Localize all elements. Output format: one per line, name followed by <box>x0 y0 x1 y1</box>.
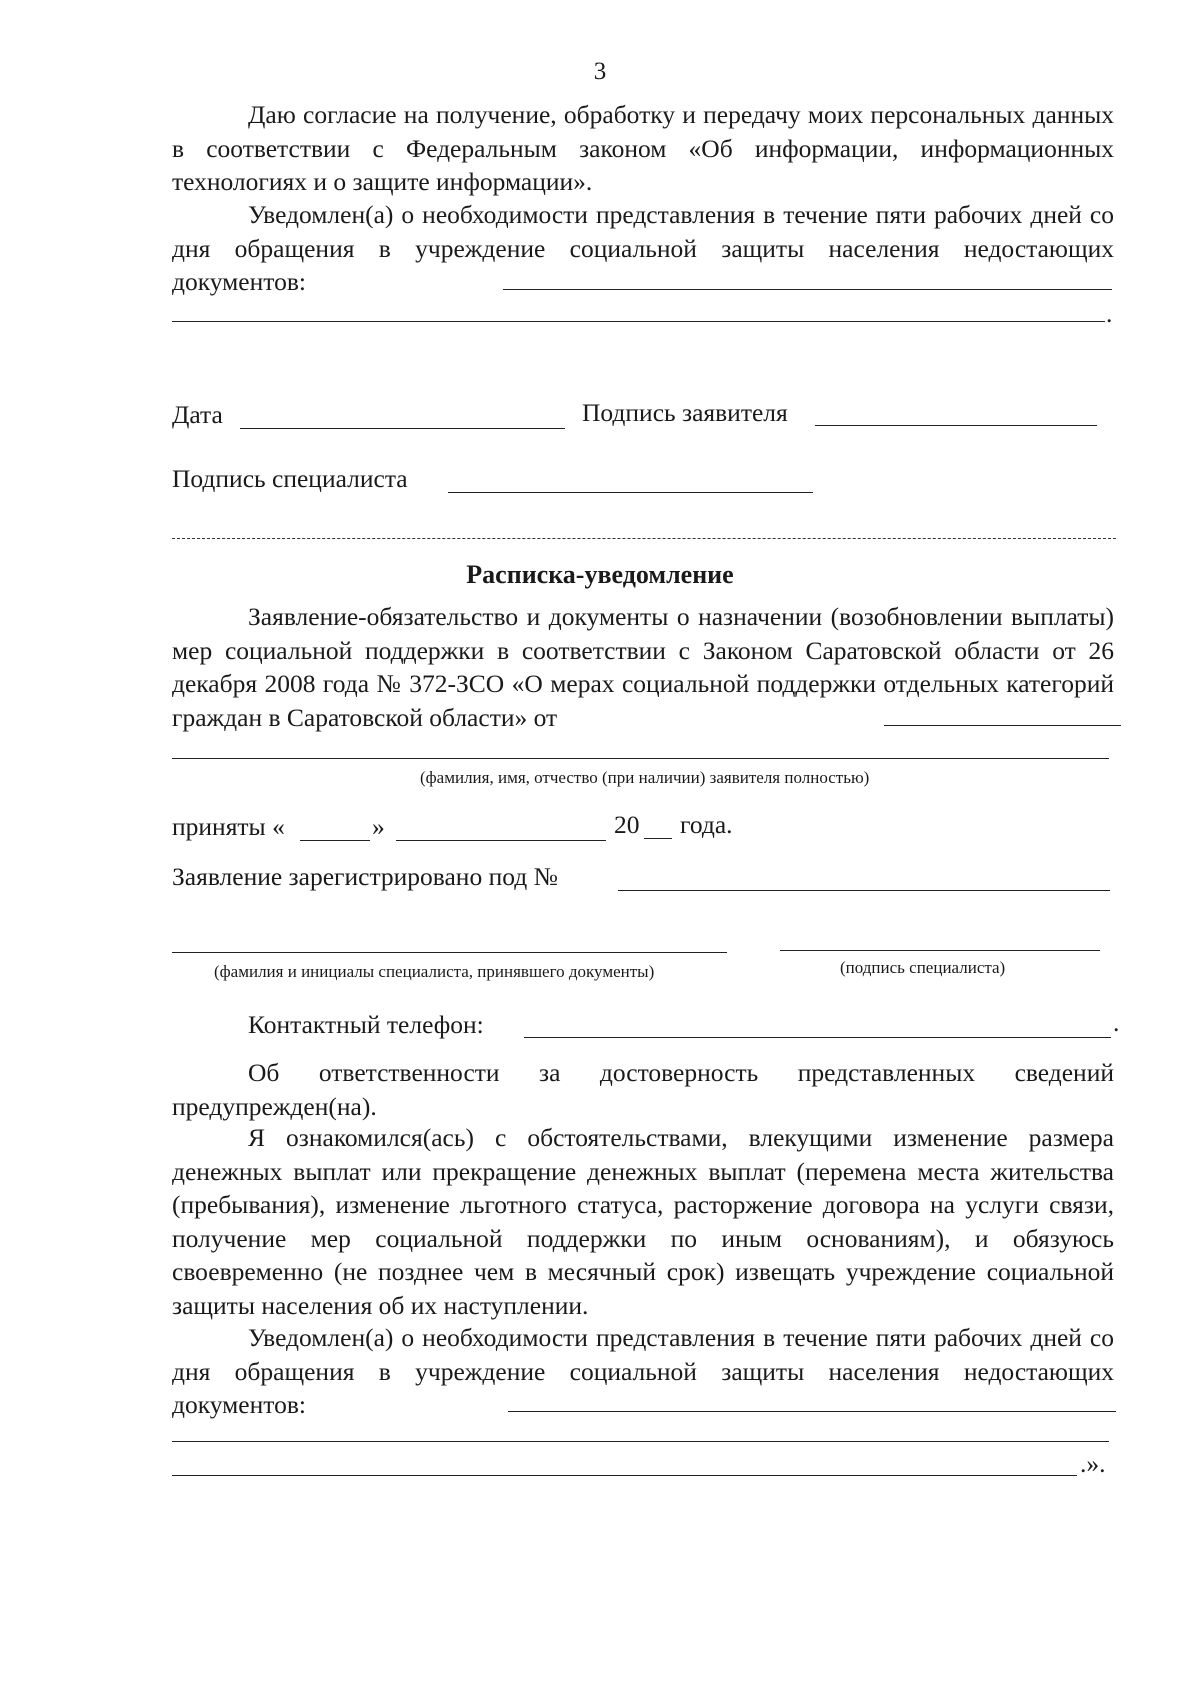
registered-label: Заявление зарегистрировано под № <box>172 862 558 891</box>
accepted-prefix: приняты « <box>172 812 285 841</box>
receipt-body-text: Заявление-обязательство и документы о назначении (возобновлении выплаты) мер социальной поддержки в соответствии с Законом Саратовской области от 26 декабря 2008 года № 372-ЗСО «О мерах социальной поддержки отдельных категорий граждан в Саратовской области» от <box>172 602 1114 732</box>
acknowledgement-text: Я ознакомился(ась) с обстоятельствами, влекущими изменение размера денежных выплат или прекращение денежных выплат (перемена места жительства (пребывания), изменение льготного статуса, расторжение договора на услуги связи, получение мер социальной поддержки по иным основаниям), и обязуюсь своевременно (не позднее чем в месячный срок) извещать учреждение социальной защиты населения об их наступлении. <box>172 1123 1114 1320</box>
consent-text: Даю согласие на получение, обработку и передачу моих персональных данных в соответствии с Федеральным законом «Об информации, информационных технологиях и о защите информации». <box>172 100 1114 196</box>
applicant-caption: (фамилия, имя, отчество (при наличии) заявителя полностью) <box>420 768 870 787</box>
specialist-signature-field[interactable] <box>448 492 813 493</box>
accepted-day-field[interactable] <box>300 840 370 841</box>
missing-docs-field-2b[interactable] <box>172 1441 1109 1442</box>
applicant-signature-field[interactable] <box>815 425 1097 426</box>
line-end-period: . <box>1106 299 1113 328</box>
applicant-from-field[interactable] <box>884 725 1121 726</box>
liability-text: Об ответственности за достоверность представленных сведений предупрежден(на). <box>172 1058 1114 1121</box>
closing-mark: .». <box>1080 1449 1106 1478</box>
acknowledgement-paragraph <box>172 1121 1114 1322</box>
phone-end-period: . <box>1113 1008 1120 1037</box>
year-field[interactable] <box>644 838 672 839</box>
phone-field[interactable] <box>524 1037 1111 1038</box>
phone-label: Контактный телефон: <box>248 1010 484 1039</box>
year-prefix: 20 <box>614 810 640 839</box>
accepted-close-quote: » <box>372 812 385 841</box>
notice-paragraph-1 <box>172 198 1114 299</box>
applicant-fullname-field[interactable] <box>172 758 1109 759</box>
missing-docs-field-1a[interactable] <box>503 289 1112 290</box>
specialist-signature-caption: (подпись специалиста) <box>840 958 1006 977</box>
accepted-month-field[interactable] <box>396 840 606 841</box>
notice-text-1: Уведомлен(а) о необходимости представления в течение пяти рабочих дней со дня обращения в учреждение социальной защиты населения недостающих документов: <box>172 200 1114 296</box>
applicant-signature-label: Подпись заявителя <box>582 398 788 427</box>
specialist-name-field[interactable] <box>172 952 727 953</box>
missing-docs-field-2c[interactable] <box>172 1475 1077 1476</box>
specialist-signature-label: Подпись специалиста <box>172 464 408 493</box>
page-number: 3 <box>593 58 607 85</box>
date-label: Дата <box>172 400 223 429</box>
specialist-signature-field-2[interactable] <box>780 950 1100 951</box>
missing-docs-field-1b[interactable] <box>172 321 1105 322</box>
specialist-name-caption: (фамилия и инициалы специалиста, принявшего документы) <box>214 962 655 981</box>
notice-paragraph-2 <box>172 1321 1114 1422</box>
consent-paragraph <box>172 98 1114 199</box>
receipt-body <box>172 600 1114 734</box>
cut-line <box>172 538 1116 539</box>
date-field[interactable] <box>240 428 565 429</box>
missing-docs-field-2a[interactable] <box>508 1411 1116 1412</box>
receipt-title: Расписка-уведомление <box>466 560 734 589</box>
registration-number-field[interactable] <box>618 890 1110 891</box>
notice-text-2: Уведомлен(а) о необходимости представления в течение пяти рабочих дней со дня обращения в учреждение социальной защиты населения недостающих документов: <box>172 1323 1114 1419</box>
liability-paragraph <box>172 1056 1114 1123</box>
year-suffix: года. <box>680 810 733 839</box>
